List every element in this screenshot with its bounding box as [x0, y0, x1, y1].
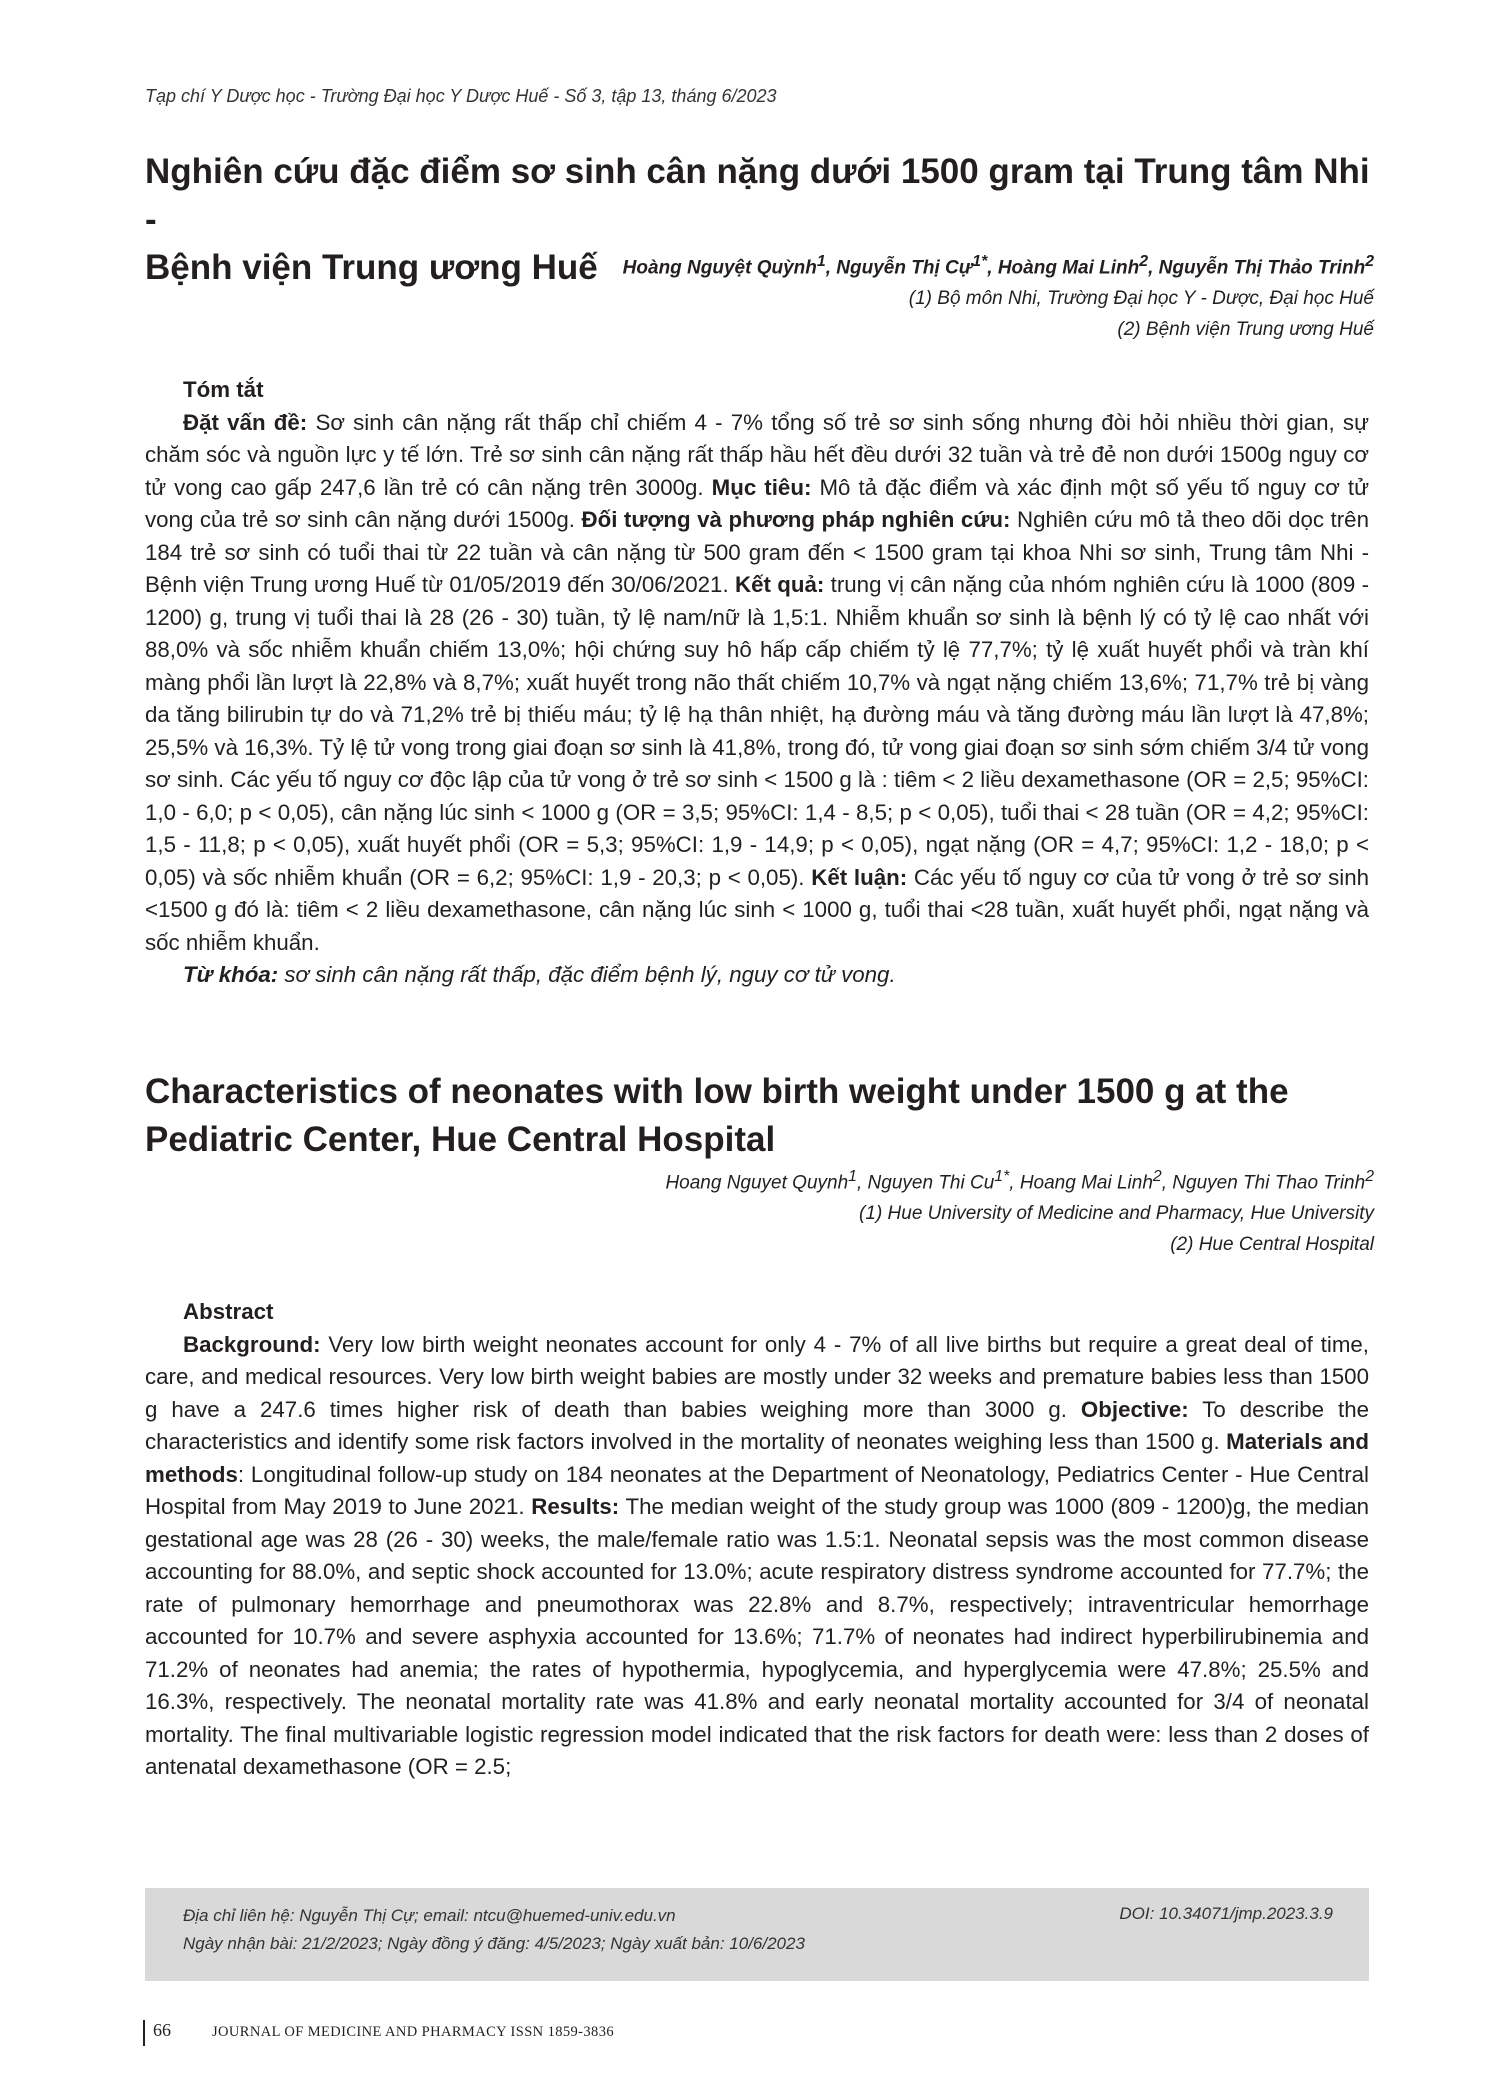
author-list: Hoang Nguyet Quynh$^1$, Nguyen Thi $Cu^{1*}$, Hoang Mai Linh$^2$, Nguyen Thi Thao Trinh$^2$ [665, 1168, 1374, 1194]
author-affil-mark: 1 [848, 1168, 857, 1185]
methods-label: Đối tượng và phương pháp nghiên cứu: [581, 507, 1011, 532]
author-affil-mark: 1 [816, 253, 826, 270]
correspondence-box [145, 1888, 1369, 1981]
objective-text: Mô tả đặc điểm và xác định một số yếu tố nguy cơ tử vong của trẻ sơ sinh cân nặng dưới 1500g. [145, 474, 1370, 532]
conclusion-text: Các yếu tố nguy cơ của tử vong ở trẻ sơ sinh <1500 g đó là: tiêm < 2 liều dexamethasone, cân nặng lúc sinh < 1000 g, tuổi thai <28 tuần, xuất huyết phổi, ngạt nặng và sốc nhiễm khuẩn. [145, 864, 1369, 955]
running-head: Tạp chí Y Dược học - Trường Đại học Y Dược Huế - Số 3, tập 13, tháng 6/2023 [145, 86, 777, 106]
abstract-body [145, 407, 1369, 960]
results-label: Results: [531, 1494, 620, 1519]
author-name: Hoang Nguyet Quynh [665, 1172, 849, 1194]
author-affil-mark: 1* [994, 1168, 1010, 1185]
objective-label: Mục tiêu: [711, 474, 812, 500]
affiliation: (2) Bệnh viện Trung ương Huế [1117, 319, 1374, 341]
results-text: trung vị cân nặng của nhóm nghiên cứu là 1000 (809 - 1200) g, trung vị tuổi thai là 28 (26 - 30) tuần, tỷ lệ nam/nữ là 1,5:1. Nhiễm khuẩn sơ sinh là bệnh lý có tỷ lệ cao nhất với 88,0% và sốc nhiễm khuẩn chiếm 13,0%; hội chứng suy hô hấp cấp chiếm tỷ lệ 77,7%; tỷ lệ xuất huyết phổi và tràn khí màng phổi lần lượt là 22,8% và 8,7%; xuất huyết trong não thất chiếm 10,7% và ngạt nặng chiếm 13,6%; 71,7% trẻ bị vàng da tăng bilirubin tự do và 71,2% trẻ bị thiếu máu; tỷ lệ hạ thân nhiệt, hạ đường máu và tăng đường máu lần lượt là 47,8%; 25,5% và 16,3%. Tỷ lệ tử vong trong giai đoạn sơ sinh là 41,8%, trong đó, tử vong giai đoạn sơ sinh sớm chiếm 3/4 tử vong sơ sinh. Các yếu tố nguy cơ độc lập của tử vong ở trẻ sơ sinh < 1500 g là : tiêm < 2 liều dexamethasone (OR = 2,5; 95%CI: 1,0 - 6,0; p < 0,05), cân nặng lúc sinh < 1000 g (OR = 3,5; 95%CI: 1,4 - 8,5; p < 0,05), tuổi thai < 28 tuần (OR = 4,2; 95%CI: 1,5 - 11,8; p < 0,05), xuất huyết phổi (OR = 5,3; 95%CI: 1,9 - 14,9; p < 0,05), ngạt nặng (OR = 4,7; 95%CI: 1,2 - 18,0; p < 0,05) và sốc nhiễm khuẩn (OR = 6,2; 95%CI: 1,9 - 20,3; p < 0,05). [145, 572, 1369, 890]
objective-text: To describe the characteristics and identify some risk factors involved in the mortality of neonates weighing less than 1500 g. [145, 1396, 1369, 1454]
abstract-english [145, 1296, 1369, 1784]
conclusion-label: Kết luận: [811, 864, 908, 890]
abstract-vietnamese [145, 374, 1369, 992]
doi: DOI: 10.34071/jmp.2023.3.9 [1119, 1904, 1333, 1923]
author-block-english [665, 1161, 1374, 1260]
abstract-body [145, 1329, 1369, 1784]
results-label: Kết quả: [734, 572, 825, 597]
title-line: Characteristics of neonates with low birth weight under 1500 g at the [145, 1072, 1289, 1111]
keywords [145, 959, 1369, 992]
affiliation: (1) Bộ môn Nhi, Trường Đại học Y - Dược, Đại học Huế [908, 288, 1374, 310]
page-number-rule [143, 2020, 145, 2046]
abstract-heading: Tóm tắt [183, 377, 264, 402]
keywords-text: sơ sinh cân nặng rất thấp, đặc điểm bệnh lý, nguy cơ tử vong. [278, 962, 896, 987]
author-affil-mark: 2 [1365, 1168, 1374, 1185]
author-affil-mark: 1* [972, 253, 988, 270]
article-title-english [145, 1068, 1385, 1164]
abstract-heading: Abstract [183, 1299, 274, 1324]
author-block-vietnamese [623, 246, 1374, 345]
background-text: Very low birth weight neonates account for only 4 - 7% of all live births but require a great deal of time, care, and medical resources. Very low birth weight babies are mostly under 32 weeks and premature babies less than 1500 g have a 247.6 times higher risk of death than babies weighing more than 3000 g. [145, 1331, 1369, 1422]
author-affil-mark: 2 [1139, 253, 1149, 270]
author-list: Hoàng Nguyệt Quỳnh$^1$, Nguyễn Thị Cự$^{1*}$, Hoàng Mai Linh$^2$, Nguyễn Thị Thảo Trinh$^2$ [622, 253, 1374, 279]
objective-label: Objective: [1080, 1396, 1189, 1422]
correspondence-info [183, 1902, 805, 1958]
affiliation: (2) Hue Central Hospital [1170, 1234, 1374, 1256]
author-name: Hoàng Nguyệt Quỳnh [622, 257, 817, 279]
keywords-label: Từ khóa: [183, 962, 279, 987]
contact-line: Địa chỉ liên hệ: Nguyễn Thị Cự; email: ntcu@huemed-univ.edu.vn [183, 1906, 676, 1925]
author-affil-mark: 2 [1365, 253, 1374, 270]
dates-line: Ngày nhận bài: 21/2/2023; Ngày đồng ý đăng: 4/5/2023; Ngày xuất bản: 10/6/2023 [183, 1934, 805, 1953]
background-text: Sơ sinh cân nặng rất thấp chỉ chiếm 4 - 7% tổng số trẻ sơ sinh sống nhưng đòi hỏi nhiều thời gian, sự chăm sóc và nguồn lực y tế lớn. Trẻ sơ sinh cân nặng rất thấp hầu hết đều dưới 32 tuần và trẻ đẻ non dưới 1500g nguy cơ tử vong cao gấp 247,6 lần trẻ có cân nặng trên 3000g. [145, 409, 1369, 500]
author-name: Nguyễn Thị Cự [836, 257, 973, 279]
page-number: 66 [153, 2020, 171, 2040]
background-label: Background: [183, 1331, 321, 1357]
methods-text: : Longitudinal follow-up study on 184 neonates at the Department of Neonatology, Pediatrics Center - Hue Central Hospital from May 2019 to June 2021. [145, 1461, 1369, 1519]
results-text: The median weight of the study group was 1000 (809 - 1200)g, the median gestational age was 28 (26 - 30) weeks, the male/female ratio was 1.5:1. Neonatal sepsis was the most common disease accounting for 88.0%, and septic shock accounted for 13.0%; acute respiratory distress syndrome accounted for 77.7%; the rate of pulmonary hemorrhage and pneumothorax was 22.8% and 8.7%, respectively; intraventricular hemorrhage accounted for 10.7% and severe asphyxia accounted for 13.6%; 71.7% of neonates had indirect hyperbilirubinemia and 71.2% of neonates had anemia; the rates of hypothermia, hypoglycemia, and hyperglycemia were 47.8%; 25.5% and 16.3%, respectively. The neonatal mortality rate was 41.8% and early neonatal mortality accounted for 3/4 of neonatal mortality. The final multivariable logistic regression model indicated that the risk factors for death were: less than 2 doses of antenatal dexamethasone (OR = 2.5; [145, 1494, 1369, 1779]
methods-label: Materials and methods [145, 1429, 1369, 1487]
author-name: Nguyen Thi Thao Trinh [1172, 1172, 1366, 1194]
journal-name: JOURNAL OF MEDICINE AND PHARMACY ISSN 1859-3836 [212, 2024, 615, 2040]
background-label: Đặt vấn đề: [183, 409, 308, 435]
methods-text: Nghiên cứu mô tả theo dõi dọc trên 184 trẻ sơ sinh có tuổi thai từ 22 tuần và cân nặng từ 500 gram đến < 1500 gram tại khoa Nhi sơ sinh, Trung tâm Nhi - Bệnh viện Trung ương Huế từ 01/05/2019 đến 30/06/2021. [145, 507, 1369, 597]
title-line: Nghiên cứu đặc điểm sơ sinh cân nặng dưới 1500 gram tại Trung tâm Nhi - [145, 152, 1370, 239]
author-name: Hoàng Mai Linh [997, 257, 1140, 279]
author-affil-mark: 2 [1152, 1168, 1162, 1185]
affiliation: (1) Hue University of Medicine and Pharmacy, Hue University [859, 1203, 1374, 1225]
author-name: Nguyen Thi Cu [867, 1172, 995, 1194]
title-line: Pediatric Center, Hue Central Hospital [145, 1120, 776, 1159]
title-line: Bệnh viện Trung ương Huế [145, 248, 598, 287]
author-name: Hoang Mai Linh [1019, 1172, 1153, 1194]
author-name: Nguyễn Thị Thảo Trinh [1158, 257, 1366, 279]
